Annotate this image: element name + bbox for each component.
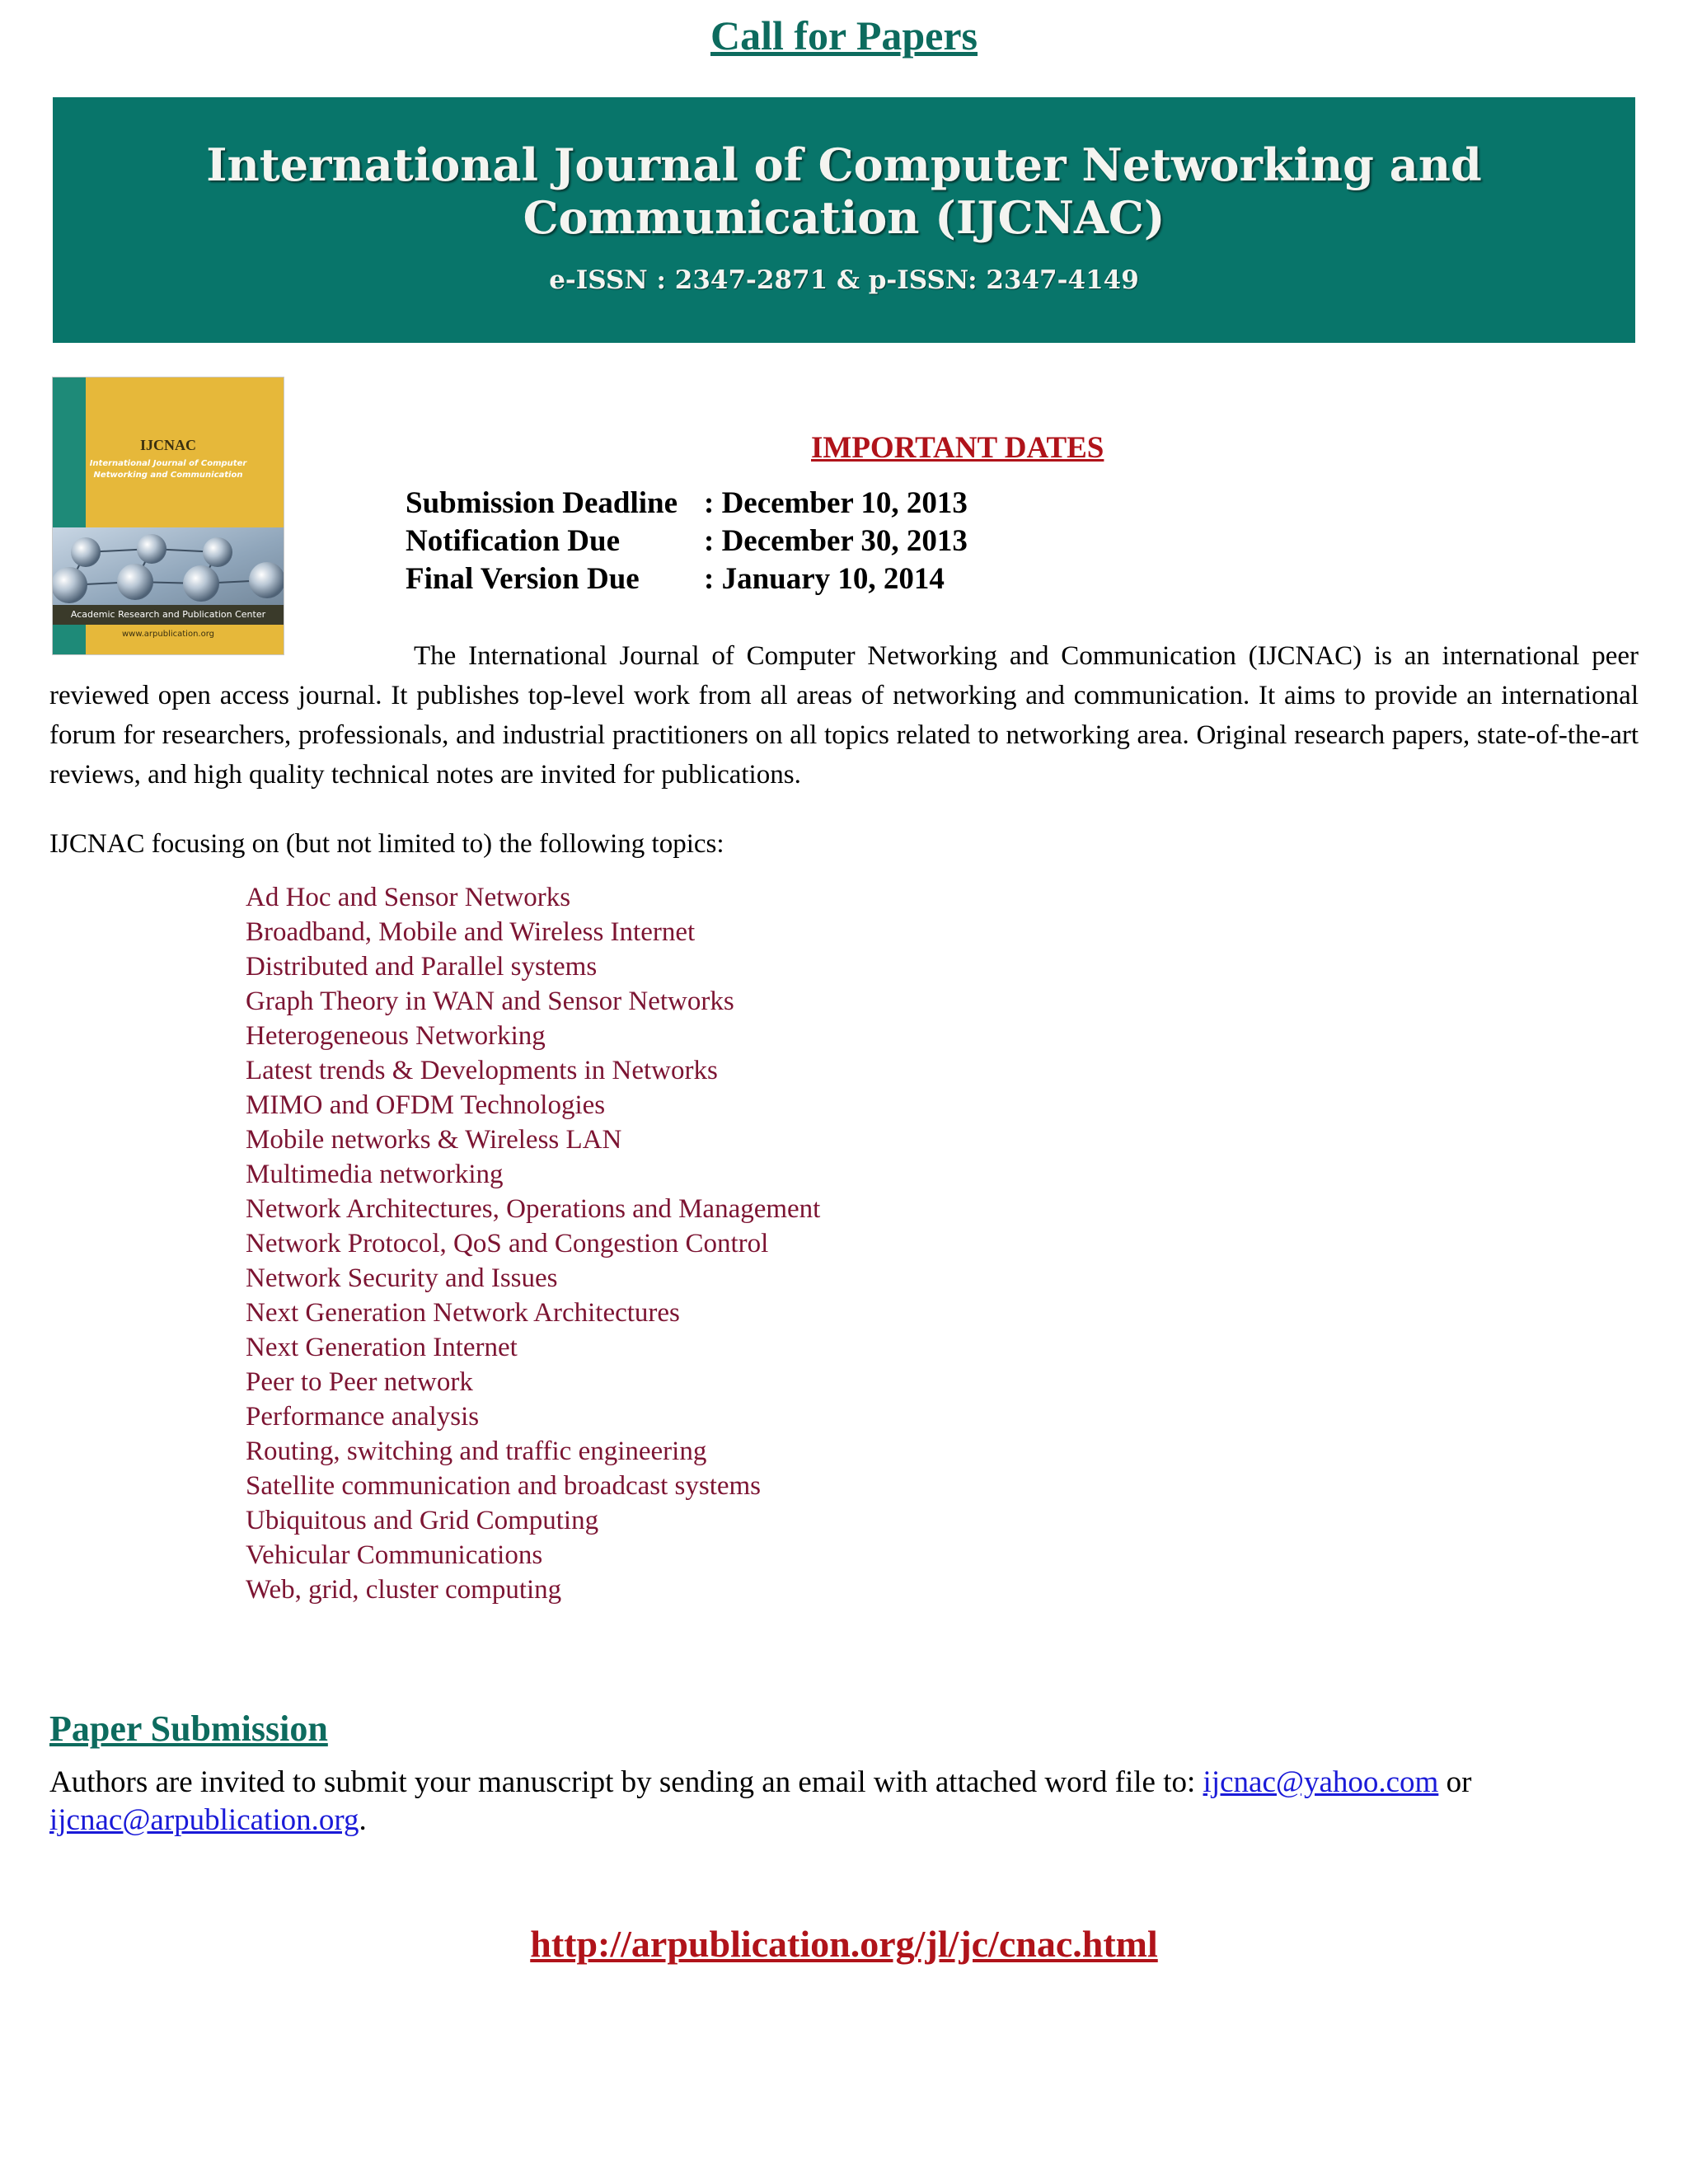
topics-intro: IJCNAC focusing on (but not limited to) the following topics: — [49, 829, 724, 859]
topic-item: Satellite communication and broadcast systems — [246, 1471, 762, 1501]
cover-subtitle-line1: International Journal of Computer — [89, 459, 247, 468]
topic-item: Heterogeneous Networking — [246, 1021, 546, 1051]
important-dates-list — [406, 485, 968, 598]
topic-item: Routing, switching and traffic engineering — [246, 1436, 707, 1466]
topic-item: Mobile networks & Wireless LAN — [246, 1125, 622, 1155]
topic-item: Performance analysis — [246, 1402, 480, 1432]
topic-item: Latest trends & Developments in Networks — [246, 1056, 718, 1085]
cover-subtitle — [64, 458, 272, 481]
topic-item: Next Generation Internet — [246, 1333, 518, 1362]
submission-text-before: Authors are invited to submit your manuscript by sending an email with attached word file to: — [49, 1765, 1203, 1799]
topic-item: Ubiquitous and Grid Computing — [246, 1506, 599, 1535]
date-row-notification — [406, 523, 968, 560]
date-value: : December 30, 2013 — [704, 524, 968, 558]
topic-item: Ad Hoc and Sensor Networks — [246, 883, 571, 912]
date-label: Notification Due — [406, 524, 620, 558]
banner-title — [53, 138, 1635, 244]
topic-item: Peer to Peer network — [246, 1367, 473, 1397]
paper-submission-heading: Paper Submission — [49, 1708, 328, 1749]
topic-item: Multimedia networking — [246, 1160, 504, 1189]
topic-item: Web, grid, cluster computing — [246, 1575, 562, 1605]
email-link-yahoo[interactable]: ijcnac@yahoo.com — [1203, 1765, 1439, 1799]
cover-publisher-band: Academic Research and Publication Center — [53, 605, 284, 625]
topic-item: Network Protocol, QoS and Congestion Control — [246, 1229, 769, 1258]
cover-subtitle-line2: Networking and Communication — [93, 471, 243, 480]
intro-paragraph: The International Journal of Computer Networking and Communication (IJCNAC) is an international peer reviewed open access journal. It publishes top-level work from all areas of networking and communication. It aims to provide an international forum for researchers, professionals, and industrial practitioners on all topics related to networking area. Original research papers, state-of-the-art reviews, and high quality technical notes are invited for publications. — [49, 641, 1639, 790]
page-title: Call for Papers — [710, 12, 978, 59]
submission-text-end: . — [359, 1803, 367, 1837]
topic-item: Next Generation Network Architectures — [246, 1298, 680, 1328]
date-value: : December 10, 2013 — [704, 486, 968, 520]
topics-list — [246, 880, 820, 1607]
date-row-submission — [406, 485, 968, 523]
topic-item: Network Architectures, Operations and Management — [246, 1194, 821, 1224]
paper-submission-text — [49, 1764, 1639, 1840]
topic-item: Vehicular Communications — [246, 1540, 543, 1570]
email-link-arpublication[interactable]: ijcnac@arpublication.org — [49, 1803, 359, 1837]
submission-text-or: or — [1438, 1765, 1472, 1799]
topic-item: MIMO and OFDM Technologies — [246, 1090, 606, 1120]
journal-website-link[interactable]: http://arpublication.org/jl/jc/cnac.html — [530, 1923, 1158, 1965]
important-dates-heading: IMPORTANT DATES — [811, 431, 1104, 465]
banner-title-line2: Communication (IJCNAC) — [523, 191, 1165, 244]
date-label: Submission Deadline — [406, 486, 678, 520]
cover-spheres-graphic — [53, 527, 284, 616]
topic-item: Graph Theory in WAN and Sensor Networks — [246, 987, 734, 1016]
banner-issn: e-ISSN : 2347-2871 & p-ISSN: 2347-4149 — [549, 265, 1139, 295]
date-value: : January 10, 2014 — [704, 562, 945, 596]
topic-item: Broadband, Mobile and Wireless Internet — [246, 917, 696, 947]
cover-url: www.arpublication.org — [122, 630, 214, 639]
topic-item: Distributed and Parallel systems — [246, 952, 598, 982]
journal-banner — [53, 97, 1635, 343]
date-row-final-version — [406, 560, 968, 598]
banner-title-line1: International Journal of Computer Networking and — [206, 138, 1482, 191]
date-label: Final Version Due — [406, 562, 640, 596]
topic-item: Network Security and Issues — [246, 1263, 558, 1293]
cover-title: IJCNAC — [139, 437, 196, 453]
journal-cover-image — [53, 377, 284, 654]
cover-photo — [53, 527, 284, 616]
